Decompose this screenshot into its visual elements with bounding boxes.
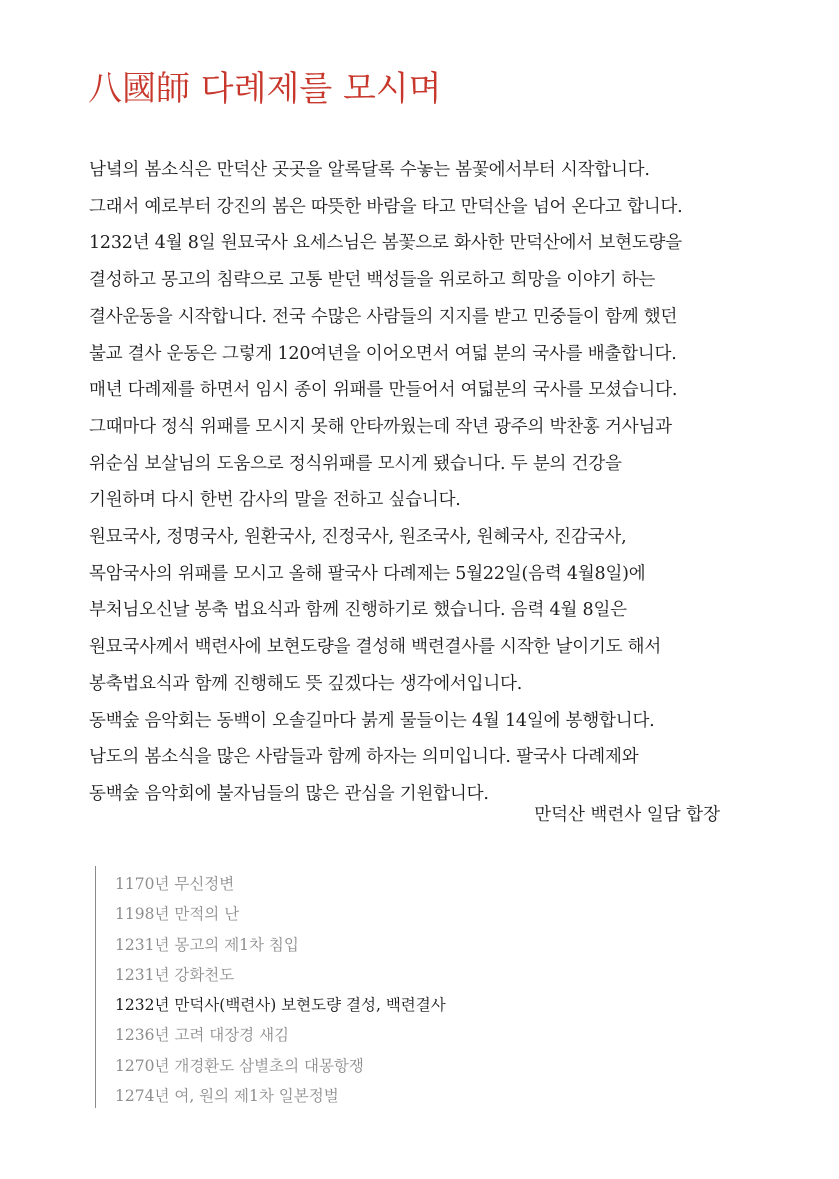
- paragraph-line: 부처님오신날 봉축 법요식과 함께 진행하기로 했습니다. 음력 4월 8일은: [89, 600, 627, 621]
- timeline-item: 1170년 무신정변: [115, 875, 235, 893]
- timeline-list: [115, 869, 595, 1111]
- paragraph-line: 1232년 4월 8일 원묘국사 요세스님은 봄꽃으로 화사한 만덕산에서 보현도량을: [89, 233, 682, 254]
- timeline-item-highlighted: 1232년 만덕사(백련사) 보현도량 결성, 백련결사: [115, 996, 446, 1015]
- paragraph-line: 원묘국사, 정명국사, 원환국사, 진정국사, 원조국사, 원혜국사, 진감국사,: [89, 527, 627, 548]
- body-paragraph: [89, 152, 729, 813]
- paragraph-line: 남도의 봄소식을 많은 사람들과 함께 하자는 의미입니다. 팔국사 다례제와: [89, 747, 639, 768]
- timeline-item: 1198년 만적의 난: [115, 905, 240, 924]
- timeline-item: 1274년 여, 원의 제1차 일본정벌: [115, 1087, 339, 1106]
- paragraph-line: 불교 결사 운동은 그렇게 120여년을 이어오면서 여덟 분의 국사를 배출합니다.: [89, 343, 677, 364]
- timeline-item: 1231년 강화천도: [115, 965, 235, 984]
- paragraph-line: 봉축법요식과 함께 진행해도 뜻 깊겠다는 생각에서입니다.: [89, 673, 523, 694]
- paragraph-line: 그래서 예로부터 강진의 봄은 따뜻한 바람을 타고 만덕산을 넘어 온다고 합니다.: [89, 196, 683, 217]
- paragraph-line: 동백숲 음악회는 동백이 오솔길마다 붉게 물들이는 4월 14일에 봉행합니다.: [89, 710, 655, 731]
- paragraph-line: 동백숲 음악회에 불자님들의 많은 관심을 기원합니다.: [89, 783, 489, 804]
- paragraph-line: 매년 다례제를 하면서 임시 종이 위패를 만들어서 여덟분의 국사를 모셨습니다.: [89, 380, 678, 401]
- timeline-item: 1231년 몽고의 제1차 침입: [115, 935, 299, 954]
- timeline-item: 1270년 개경환도 삼별초의 대몽항쟁: [115, 1056, 364, 1075]
- page-title: 八國師 다례제를 모시며: [88, 69, 442, 109]
- paragraph-line: 원묘국사께서 백련사에 보현도량을 결성해 백련결사를 시작한 날이기도 해서: [89, 637, 662, 658]
- paragraph-line: 결성하고 몽고의 침략으로 고통 받던 백성들을 위로하고 희망을 이야기 하는: [89, 270, 656, 291]
- paragraph-line: 남녘의 봄소식은 만덕산 곳곳을 알록달록 수놓는 봄꽃에서부터 시작합니다.: [89, 160, 650, 180]
- paragraph-line: 기원하며 다시 한번 감사의 말을 전하고 싶습니다.: [89, 490, 461, 511]
- timeline: [95, 866, 595, 1108]
- signature: 만덕산 백련사 일담 합장: [534, 805, 720, 825]
- timeline-item: 1236년 고려 대장경 새김: [115, 1026, 290, 1045]
- paragraph-line: 목암국사의 위패를 모시고 올해 팔국사 다례제는 5월22일(음력 4월8일)에: [89, 563, 646, 584]
- paragraph-line: 위순심 보살님의 도움으로 정식위패를 모시게 됐습니다. 두 분의 건강을: [89, 453, 622, 474]
- paragraph-line: 결사운동을 시작합니다. 전국 수많은 사람들의 지지를 받고 민중들이 함께 했던: [89, 306, 678, 327]
- paragraph-line: 그때마다 정식 위패를 모시지 못해 안타까웠는데 작년 광주의 박찬홍 거사님과: [89, 416, 672, 437]
